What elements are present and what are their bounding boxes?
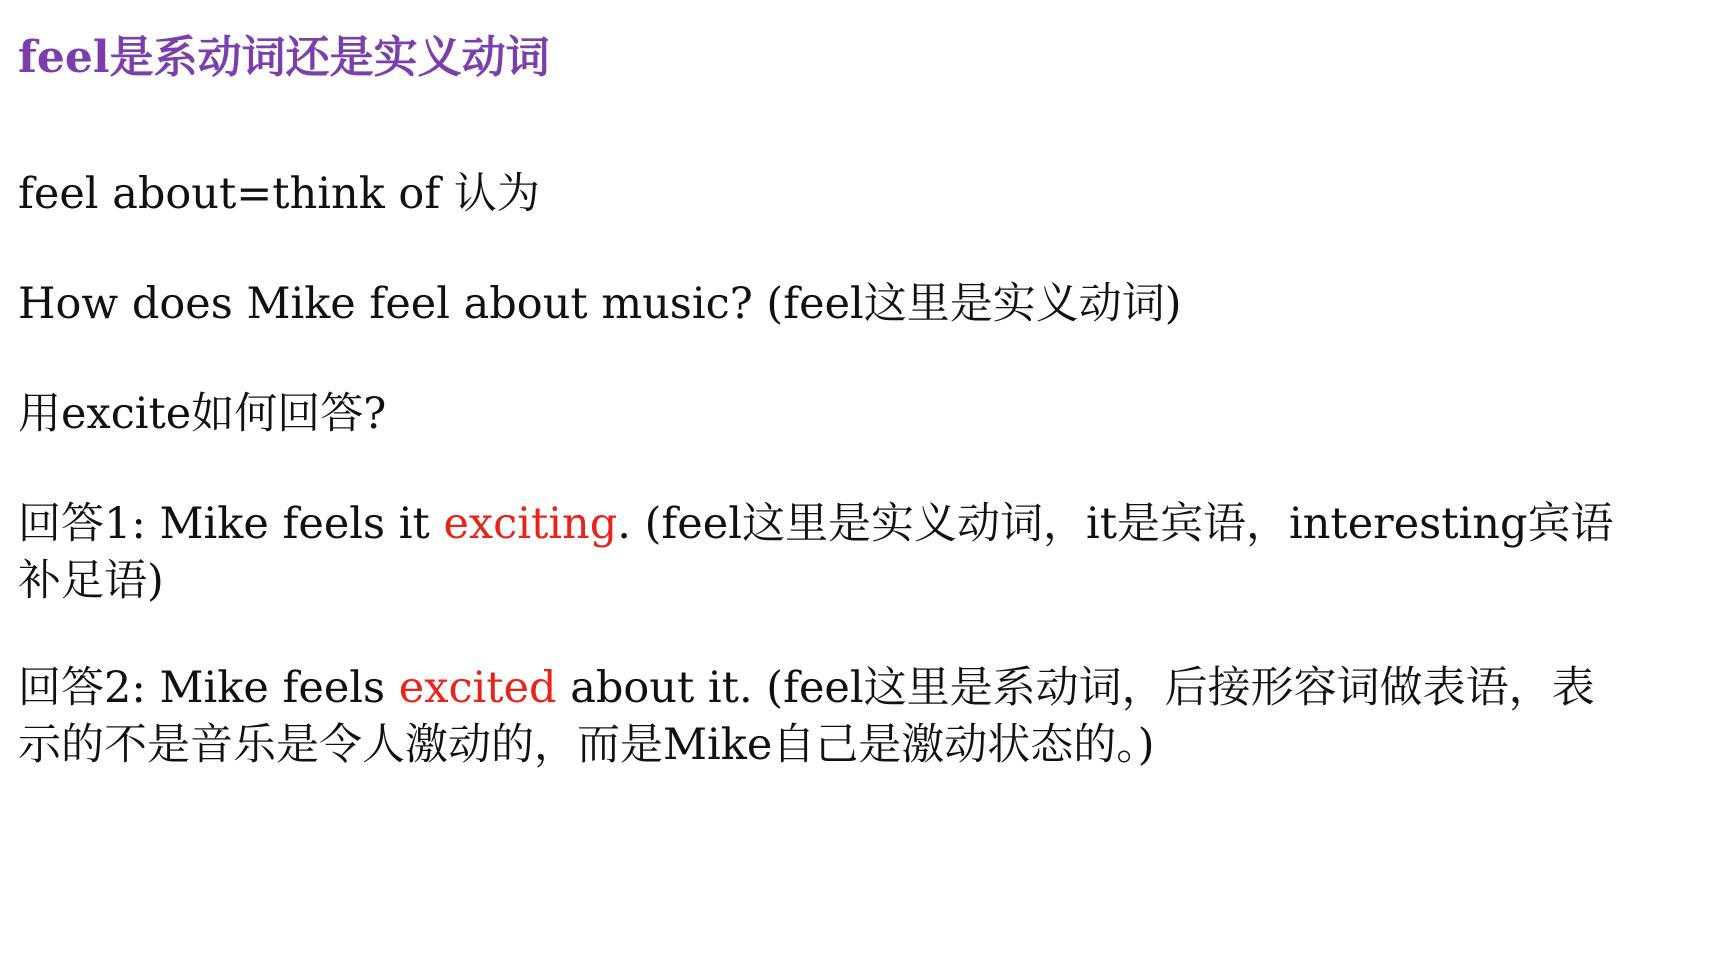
answer-2-explanation-wrap: 示的不是音乐是令人激动的，而是Mike自己是激动状态的。)	[18, 720, 1155, 770]
paragraph-answer-2	[18, 660, 1683, 774]
answer-2-highlight-word: excited	[398, 663, 557, 713]
page-title: feel是系动词还是实义动词	[18, 32, 550, 83]
prompt-text: 用excite如何回答?	[18, 389, 387, 439]
answer-1-explanation-wrap: 补足语)	[18, 556, 164, 606]
answer-2-lead: 回答2: Mike feels	[18, 663, 399, 713]
answer-1-highlight-word: exciting	[443, 499, 618, 549]
definition-text: feel about=think of 认为	[18, 169, 540, 219]
paragraph-question	[18, 276, 1683, 333]
paragraph-prompt	[18, 386, 1683, 443]
answer-1-lead: 回答1: Mike feels it	[18, 499, 444, 549]
paragraph-answer-1	[18, 496, 1683, 610]
answer-2-explanation: about it. (feel这里是系动词，后接形容词做表语，表	[556, 663, 1595, 713]
answer-1-explanation: . (feel这里是实义动词，it是宾语，interesting宾语	[617, 499, 1614, 549]
paragraph-definition	[18, 166, 1683, 223]
question-text: How does Mike feel about music? (feel这里是实义动词)	[18, 279, 1182, 329]
